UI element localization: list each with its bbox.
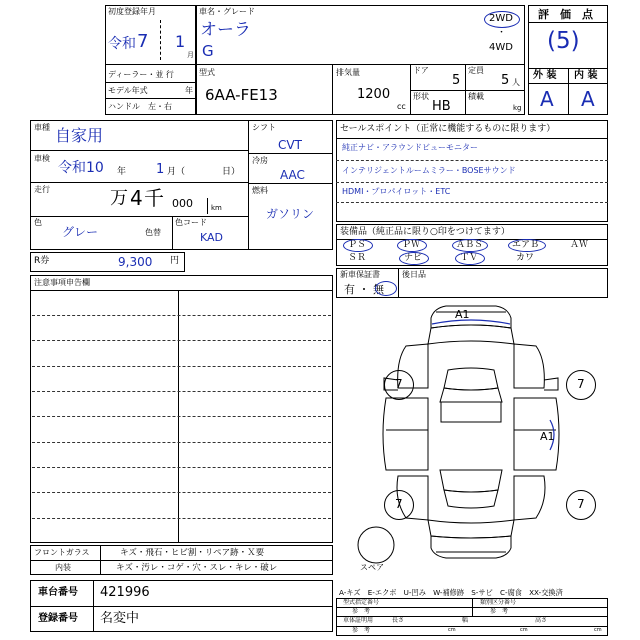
model-cert-label: 型式指定番号 xyxy=(343,599,380,606)
fuel: ガソリン xyxy=(266,207,315,221)
color: グレー xyxy=(62,225,99,239)
rating-score: (5) xyxy=(547,28,580,54)
damage-legend: A-キズ E-エクボ U-凹み W-補修跡 S-サビ C-腐食 XX-交換済 xyxy=(339,588,563,597)
cert-label: 車体証明用 xyxy=(343,617,374,624)
car-name-label: 車名・グレード xyxy=(199,7,255,16)
dealer-label: ディーラー・並 行 xyxy=(108,70,174,79)
front-glass-label: フロントガラス xyxy=(34,548,90,557)
tire-value: 7 xyxy=(577,497,585,511)
model-code: 6AA-FE13 xyxy=(205,86,278,104)
equip-pw: ＰＷ xyxy=(402,240,421,250)
person-unit: 人 xyxy=(512,78,520,87)
first-reg-label: 初度登録年月 xyxy=(108,7,156,16)
reg-value: 名変中 xyxy=(100,611,140,626)
sales-point-item: HDMI・プロパイロット・ETC xyxy=(342,187,451,196)
class-label: 類別区分番号 xyxy=(480,599,517,606)
chassis-number: 421996 xyxy=(100,585,150,600)
cm-unit: cm xyxy=(448,627,456,633)
equip-ps-circle xyxy=(343,239,373,252)
reg-label: 登録番号 xyxy=(38,613,78,624)
drive-2wd: 2WD xyxy=(489,13,513,24)
door-label: ドア xyxy=(413,66,429,75)
mileage-zeros: 000 xyxy=(172,197,193,210)
spare-label: スペア xyxy=(360,563,384,572)
height-label: 高さ xyxy=(535,617,548,624)
equip-ps: ＰＳ xyxy=(348,240,367,250)
car-name: オーラ xyxy=(200,20,251,40)
equip-navi: ナビ xyxy=(404,253,423,263)
equip-navi-circle xyxy=(399,252,429,265)
equipment-title: 装備品（純正品に限り○印をつけてます） xyxy=(340,227,510,237)
month-unit: 月 xyxy=(187,51,194,59)
first-reg-era: 令和 xyxy=(108,36,136,52)
mileage-label: 走行 xyxy=(34,185,50,194)
capacity: 5 xyxy=(501,73,510,88)
drive-dot: ・ xyxy=(497,28,507,38)
mileage-digit: 4 xyxy=(130,186,143,210)
inspection-month: 1 xyxy=(156,162,165,177)
ref-label: 参 考 xyxy=(490,608,509,615)
cm-unit: cm xyxy=(520,627,528,633)
shift: CVT xyxy=(278,138,302,152)
color-code: KAD xyxy=(200,231,224,244)
equip-airbag: エアＢ xyxy=(512,240,540,250)
equip-pw-circle xyxy=(397,239,427,252)
tire-value: 7 xyxy=(395,377,403,391)
sales-points-title: セールスポイント（正常に機能するものに限ります） xyxy=(340,124,556,134)
ac: AAC xyxy=(280,168,305,182)
inspection-label: 車検 xyxy=(34,154,50,163)
displacement: 1200 xyxy=(357,87,391,102)
equip-abs-circle xyxy=(452,239,488,252)
cc-unit: cc xyxy=(397,102,406,111)
interior-cond-label: 内装 xyxy=(55,563,71,572)
rating-title: 評 価 点 xyxy=(538,8,593,21)
displacement-label: 排気量 xyxy=(336,68,360,77)
warranty-label: 新車保証書 xyxy=(340,270,380,279)
vehicle-type: 自家用 xyxy=(55,126,104,145)
equip-aw: ＡＷ xyxy=(570,240,589,250)
tire-value: 7 xyxy=(395,497,403,511)
kg-unit: kg xyxy=(513,104,522,112)
shape-label: 形状 xyxy=(413,92,429,101)
ref-label: 参 考 xyxy=(352,627,371,634)
length-label: 長さ xyxy=(392,617,405,624)
sales-point-item: インテリジェントルームミラー・BOSEサウンド xyxy=(342,166,516,175)
shape: HB xyxy=(432,99,451,114)
inspection-month-unit: 月（ xyxy=(167,167,186,177)
model-label: 型式 xyxy=(199,68,215,77)
first-reg-month: 1 xyxy=(175,32,186,51)
recycle-label: R券 xyxy=(34,256,50,266)
width-label: 幅 xyxy=(462,617,469,624)
color-code-label: 色コード xyxy=(175,218,207,227)
front-glass-values: キズ・飛石・ヒビ割・リペア跡・Ｘ要 xyxy=(120,548,265,558)
fuel-label: 燃料 xyxy=(252,186,268,195)
equip-leather: カワ xyxy=(516,253,535,263)
car-diagram xyxy=(336,300,608,580)
color-label: 色 xyxy=(34,218,42,227)
equip-abs: ＡＢＳ xyxy=(456,240,484,250)
exterior-label: 外 装 xyxy=(533,70,557,81)
inspection-year-unit: 年 xyxy=(117,167,127,177)
doors: 5 xyxy=(452,73,461,88)
ac-label: 冷房 xyxy=(252,156,268,165)
recycle-amount: 9,300 xyxy=(118,255,153,269)
drive-4wd: 4WD xyxy=(489,42,513,53)
tire-value: 7 xyxy=(577,377,585,391)
recycle-unit: 円 xyxy=(170,256,180,266)
km-unit: km xyxy=(211,204,222,212)
first-reg-year: 7 xyxy=(137,31,149,52)
grade: G xyxy=(202,42,214,60)
interior-cond-values: キズ・汚レ・コゲ・穴・スレ・キレ・破レ xyxy=(116,563,278,573)
load-label: 積載 xyxy=(468,92,484,101)
year-unit: 年 xyxy=(185,86,193,95)
type-label: 車種 xyxy=(34,123,50,132)
ref-label: 参 考 xyxy=(352,608,371,615)
warranty-value: 有 ・ 無 xyxy=(344,283,384,296)
warranty-circle xyxy=(375,281,397,296)
back-item-label: 後日品 xyxy=(402,270,426,279)
color-change-label: 色替 xyxy=(145,228,161,237)
recycle-block xyxy=(30,252,185,272)
equip-tv-circle xyxy=(455,252,485,265)
model-year-label: モデル年式 xyxy=(108,86,148,95)
equip-airbag-circle xyxy=(508,239,546,252)
shift-label: シフト xyxy=(252,123,276,132)
equip-tv: ＴＶ xyxy=(460,253,479,263)
inspection-era-year: 令和10 xyxy=(58,160,104,176)
notes-title: 注意事項申告欄 xyxy=(34,278,90,287)
exterior-grade: A xyxy=(540,87,554,111)
mileage-sen: 千 xyxy=(144,186,164,210)
damage-a1-front: A1 xyxy=(455,308,470,321)
chassis-label: 車台番号 xyxy=(38,587,78,598)
inspection-day-unit: 日） xyxy=(222,167,241,177)
sales-point-item: 純正ナビ・アラウンドビューモニター xyxy=(342,143,478,152)
capacity-label: 定員 xyxy=(468,66,484,75)
divider xyxy=(160,20,161,60)
interior-grade: A xyxy=(581,87,595,111)
interior-label: 内 装 xyxy=(574,70,598,81)
equip-sr: ＳＲ xyxy=(348,253,367,263)
mileage-man: 万 xyxy=(110,188,128,209)
cm-unit: cm xyxy=(594,627,602,633)
damage-a1-side: A1 xyxy=(540,430,555,443)
handle-label: ハンドル 左・右 xyxy=(108,102,172,111)
